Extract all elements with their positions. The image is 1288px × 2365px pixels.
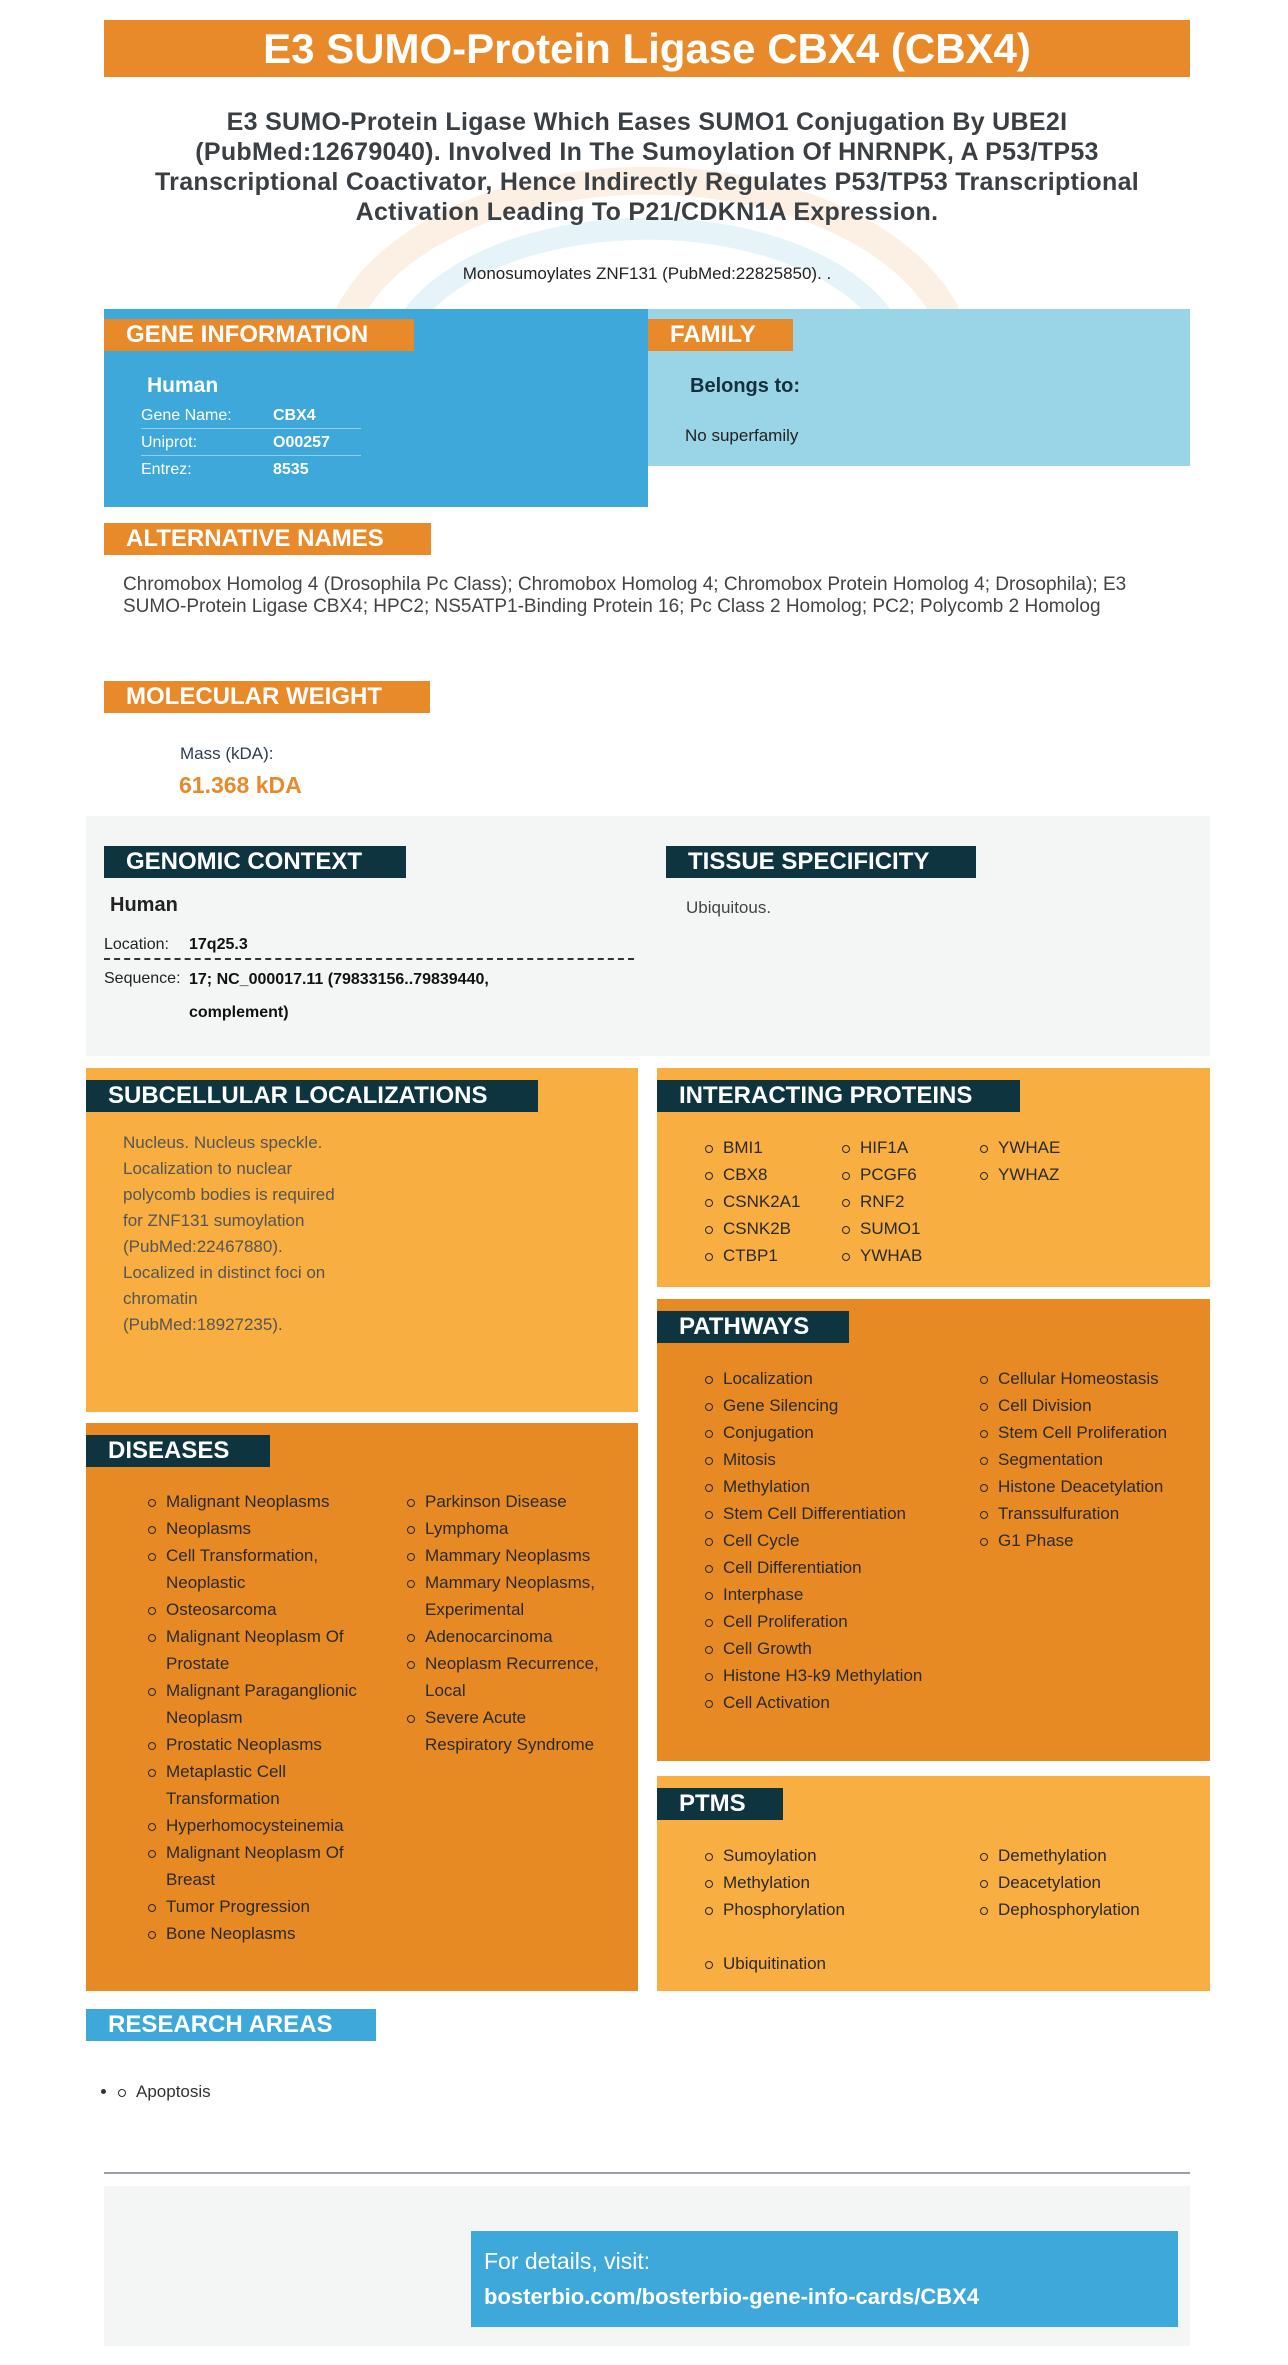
pathway-item: Interphase <box>705 1581 945 1608</box>
ptms-heading: PTMS <box>657 1788 783 1820</box>
tissue-specificity-heading: TISSUE SPECIFICITY <box>666 846 976 878</box>
pathway-item: Transsulfuration <box>980 1500 1200 1527</box>
interacting-protein-item: CSNK2A1 <box>705 1188 800 1215</box>
disease-item: Malignant Paraganglionic Neoplasm <box>148 1677 358 1731</box>
disease-item: Cell Transformation, Neoplastic <box>148 1542 358 1596</box>
gene-species: Human <box>147 374 219 397</box>
disease-item: Adenocarcinoma <box>407 1623 617 1650</box>
pathway-item: Cellular Homeostasis <box>980 1365 1200 1392</box>
genomic-context-heading: GENOMIC CONTEXT <box>104 846 406 878</box>
gene-information-heading: GENE INFORMATION <box>104 319 414 351</box>
diseases-col1 <box>148 1488 358 1947</box>
gene-name-label: Gene Name: <box>141 407 232 424</box>
pathway-item: Cell Division <box>980 1392 1200 1419</box>
interacting-protein-item: YWHAZ <box>980 1161 1060 1188</box>
entrez-label: Entrez: <box>141 461 192 478</box>
interacting-protein-item: CBX8 <box>705 1161 800 1188</box>
footer <box>104 2186 1190 2346</box>
interacting-protein-item: CSNK2B <box>705 1215 800 1242</box>
pathways-heading: PATHWAYS <box>657 1311 849 1343</box>
diseases-heading: DISEASES <box>86 1435 270 1467</box>
pathways-col2 <box>980 1365 1200 1554</box>
disease-item: Prostatic Neoplasms <box>148 1731 358 1758</box>
molecular-weight-heading: MOLECULAR WEIGHT <box>104 681 430 713</box>
ptm-item: Demethylation <box>980 1842 1200 1869</box>
disease-item: Mammary Neoplasms <box>407 1542 617 1569</box>
protein-note: Monosumoylates ZNF131 (PubMed:22825850). . <box>462 264 832 283</box>
ptm-item: Sumoylation <box>705 1842 945 1869</box>
ptm-item: Ubiquitination <box>705 1950 826 1977</box>
pathway-item: Mitosis <box>705 1446 945 1473</box>
disease-item: Malignant Neoplasms <box>148 1488 358 1515</box>
alternative-names-heading: ALTERNATIVE NAMES <box>104 523 431 555</box>
research-areas-list <box>118 2078 211 2105</box>
interacting-proteins-heading: INTERACTING PROTEINS <box>657 1080 1020 1112</box>
location-value: 17q25.3 <box>189 936 248 953</box>
family-panel <box>648 309 1190 466</box>
pathways-col1 <box>705 1365 945 1716</box>
disease-item: Metaplastic Cell Transformation <box>148 1758 358 1812</box>
family-belongs-label: Belongs to: <box>690 375 800 397</box>
interacting-protein-item: CTBP1 <box>705 1242 800 1269</box>
pathway-item: Gene Silencing <box>705 1392 945 1419</box>
interacting-protein-item: PCGF6 <box>842 1161 922 1188</box>
subcellular-localizations-heading: SUBCELLULAR LOCALIZATIONS <box>86 1080 538 1112</box>
pathway-item: Cell Activation <box>705 1689 945 1716</box>
ptm-item: Methylation <box>705 1869 945 1896</box>
interacting-protein-item: HIF1A <box>842 1134 922 1161</box>
location-row <box>104 930 634 960</box>
interacting-protein-item: YWHAE <box>980 1134 1060 1161</box>
family-value: No superfamily <box>685 426 799 445</box>
details-link-box[interactable] <box>471 2231 1178 2327</box>
pathway-item: Histone H3-k9 Methylation <box>705 1662 945 1689</box>
details-link[interactable]: bosterbio.com/bosterbio-gene-info-cards/CBX4 <box>484 2284 980 2309</box>
ptms-col1 <box>705 1842 945 1923</box>
pathway-item: Conjugation <box>705 1419 945 1446</box>
pathways-card <box>657 1299 1210 1761</box>
ptms-col2 <box>980 1842 1200 1923</box>
pathway-item: Cell Proliferation <box>705 1608 945 1635</box>
pathway-item: G1 Phase <box>980 1527 1200 1554</box>
genomic-tissue-band <box>86 816 1210 1056</box>
disease-item: Mammary Neoplasms, Experimental <box>407 1569 617 1623</box>
mass-label: Mass (kDA): <box>180 744 274 763</box>
pathway-item: Cell Differentiation <box>705 1554 945 1581</box>
genomic-species: Human <box>110 894 178 916</box>
research-areas-heading: RESEARCH AREAS <box>86 2009 376 2041</box>
ptm-item: Phosphorylation <box>705 1896 945 1923</box>
disease-item: Malignant Neoplasm Of Prostate <box>148 1623 358 1677</box>
pathway-item: Stem Cell Proliferation <box>980 1419 1200 1446</box>
entrez-row <box>141 456 361 483</box>
sequence-value: 17; NC_000017.11 (79833156..79839440, complement) <box>189 971 489 1021</box>
research-area-item: • Apoptosis <box>118 2078 211 2105</box>
pathway-item: Cell Growth <box>705 1635 945 1662</box>
disease-item: Hyperhomocysteinemia <box>148 1812 358 1839</box>
gene-name-value: CBX4 <box>273 407 316 424</box>
interacting-protein-item: RNF2 <box>842 1188 922 1215</box>
protein-description: E3 SUMO-Protein Ligase Which Eases SUMO1 Conjugation By UBE2I (PubMed:12679040). Involved In The Sumoylation Of HNRNPK, A P53/TP53 Transcriptional Coactivator, Hence Indirectly Regulates P53/TP53 Transcriptional Activation Leading To P21/CDKN1A Expression. <box>154 108 1140 226</box>
pathway-item: Methylation <box>705 1473 945 1500</box>
details-label: For details, visit: <box>484 2248 651 2274</box>
tissue-specificity-text: Ubiquitous. <box>686 898 772 917</box>
disease-item: Malignant Neoplasm Of Breast <box>148 1839 358 1893</box>
interacting-proteins-col1 <box>705 1134 800 1269</box>
ptm-item: Dephosphorylation <box>980 1896 1200 1923</box>
disease-item: Osteosarcoma <box>148 1596 358 1623</box>
disease-item: Neoplasms <box>148 1515 358 1542</box>
subcellular-localizations-card <box>86 1068 638 1412</box>
location-label: Location: <box>104 936 169 953</box>
alternative-names-text: Chromobox Homolog 4 (Drosophila Pc Class); Chromobox Homolog 4; Chromobox Protein Homolog 4; Drosophila); E3 SUMO-Protein Ligase CBX4; HPC2; NS5ATP1-Binding Protein 16; Pc Class 2 Homolog; PC2; Polycomb 2 Homolog <box>123 574 1127 617</box>
subcellular-localizations-text: Nucleus. Nucleus speckle. Localization to nuclear polycomb bodies is required for ZNF131 sumoylation (PubMed:22467880). Localized in distinct foci on chromatin (PubMed:18927235). <box>123 1133 335 1334</box>
disease-item: Parkinson Disease <box>407 1488 617 1515</box>
disease-item: Bone Neoplasms <box>148 1920 358 1947</box>
diseases-card <box>86 1423 638 1991</box>
uniprot-label: Uniprot: <box>141 434 198 451</box>
footer-divider <box>104 2172 1190 2174</box>
ptms-extra <box>705 1950 826 1977</box>
interacting-proteins-card <box>657 1068 1210 1287</box>
pathway-item: Localization <box>705 1365 945 1392</box>
disease-item: Neoplasm Recurrence, Local <box>407 1650 617 1704</box>
family-heading: FAMILY <box>648 319 793 351</box>
disease-item: Lymphoma <box>407 1515 617 1542</box>
page-title: E3 SUMO-Protein Ligase CBX4 (CBX4) <box>104 20 1190 77</box>
pathway-item: Stem Cell Differentiation <box>705 1500 945 1527</box>
pathway-item: Histone Deacetylation <box>980 1473 1200 1500</box>
disease-item: Severe Acute Respiratory Syndrome <box>407 1704 617 1758</box>
disease-item: Tumor Progression <box>148 1893 358 1920</box>
interacting-protein-item: BMI1 <box>705 1134 800 1161</box>
sequence-label: Sequence: <box>104 970 181 987</box>
interacting-proteins-col3 <box>980 1134 1060 1188</box>
gene-information-panel <box>104 309 648 507</box>
interacting-protein-item: YWHAB <box>842 1242 922 1269</box>
interacting-proteins-col2 <box>842 1134 922 1269</box>
pathway-item: Segmentation <box>980 1446 1200 1473</box>
uniprot-value: O00257 <box>273 434 330 451</box>
ptms-card <box>657 1776 1210 1991</box>
ptm-item: Deacetylation <box>980 1869 1200 1896</box>
uniprot-row <box>141 429 361 456</box>
entrez-value: 8535 <box>273 461 309 478</box>
pathway-item: Cell Cycle <box>705 1527 945 1554</box>
mass-value: 61.368 kDA <box>179 772 302 798</box>
gene-name-row <box>141 402 361 429</box>
diseases-col2 <box>407 1488 617 1758</box>
interacting-protein-item: SUMO1 <box>842 1215 922 1242</box>
